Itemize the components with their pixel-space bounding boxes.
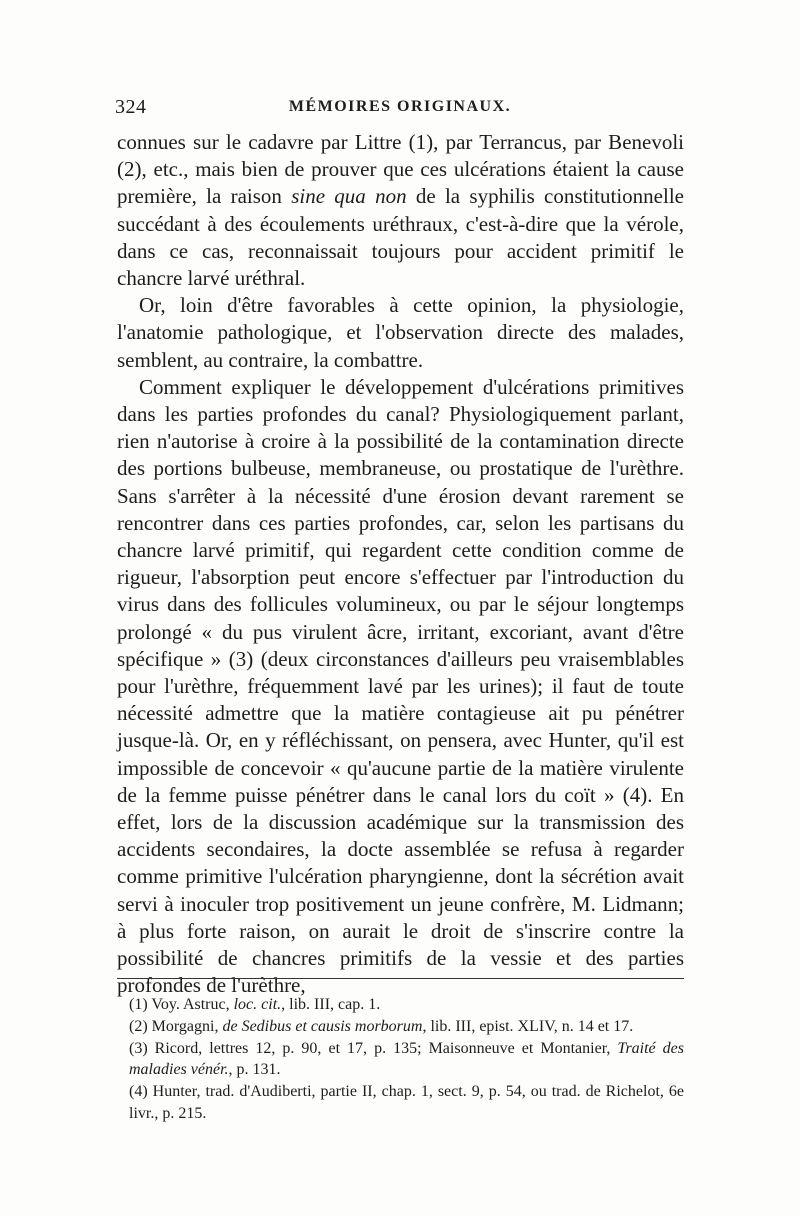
- footnote-2: [117, 1016, 684, 1038]
- paragraph-1: [117, 129, 684, 292]
- paragraph-1-text-b: de la syphilis constitutionnelle succédant à des écoulements uréthraux, c'est-à-dire que la vérole, dans ce cas, reconnaissait toujours pour accident primitif le chancre larvé uréthral.: [117, 184, 684, 291]
- footnote-rule: [117, 978, 684, 979]
- footnote-1: [117, 994, 684, 1016]
- paragraph-1-text-a: connues sur le cadavre par Littre (1), par Terrancus, par Benevoli (2), etc., mais bien de prouver que ces ulcérations étaient la cause première, la raison: [117, 130, 684, 209]
- footnotes: [117, 994, 684, 1125]
- paragraph-3: Comment expliquer le développement d'ulcérations primitives dans les parties profondes du canal? Physiologiquement parlant, rien n'autorise à croire à la possibilité de la contamination directe des portions bulbeuse, membraneuse, ou prostatique de l'urèthre. Sans s'arrêter à la nécessité d'une érosion devant rarement se rencontrer dans ces parties profondes, car, selon les partisans du chancre larvé primitif, qui regardent cette condition comme de rigueur, l'absorption peut encore s'effectuer par l'introduction du virus dans des follicules volumineux, ou par le séjour longtemps prolongé « du pus virulent âcre, irritant, excoriant, avant d'être spécifique » (3) (deux circonstances d'ailleurs peu vraisemblables pour l'urèthre, fréquemment lavé par les urines); il faut de toute nécessité admettre que la matière contagieuse ait pu pénétrer jusque-là. Or, en y réfléchissant, on pensera, avec Hunter, qu'il est impossible de concevoir « qu'aucune partie de la matière virulente de la femme puisse pénétrer dans le canal lors du coït » (4). En effet, lors de la discussion académique sur la transmission des accidents secondaires, la docte assemblée se refusa à regarder comme primitive l'ulcération pharyngienne, dont la sécrétion avait servi à inoculer trop positivement un jeune confrère, M. Lidmann; à plus forte raison, on aurait le droit de s'inscrire contre la possibilité de chancres primitifs de la vessie et des parties profondes de l'urèthre,: [117, 374, 684, 998]
- footnote-2-text-a: (2) Morgagni,: [129, 1017, 223, 1035]
- footnote-4: (4) Hunter, trad. d'Audiberti, partie II, chap. 1, sect. 9, p. 54, ou trad. de Richelot, 6e livr., p. 215.: [129, 1083, 684, 1122]
- footnote-1-italic: loc. cit.: [233, 996, 282, 1013]
- paragraph-1-italic: sine qua non: [291, 184, 407, 209]
- footnote-2-text-b: , lib. III, epist. XLIV, n. 14 et 17.: [422, 1017, 634, 1035]
- footnote-1-text-b: , lib. III, cap. 1.: [281, 996, 381, 1013]
- footnote-3-text-b: , p. 131.: [228, 1061, 281, 1079]
- paragraph-2: Or, loin d'être favorables à cette opinion, la physiologie, l'anatomie pathologique, et l'observation directe des malades, semblent, au contraire, la combattre.: [117, 293, 684, 372]
- footnote-3-text-a: (3) Ricord, lettres 12, p. 90, et 17, p. 135; Maisonneuve et Montanier,: [129, 1039, 618, 1057]
- footnote-2-italic: de Sedibus et causis morborum: [222, 1017, 423, 1035]
- footnote-3-italic: Traité des maladies vénér.: [129, 1039, 685, 1079]
- body-text: [117, 129, 684, 1000]
- footnote-1-text-a: (1) Voy. Astruc,: [129, 996, 234, 1013]
- footnote-3: [117, 1038, 684, 1082]
- page-number: 324: [115, 96, 147, 118]
- page-header: [115, 96, 685, 124]
- running-title: MÉMOIRES ORIGINAUX.: [288, 98, 512, 115]
